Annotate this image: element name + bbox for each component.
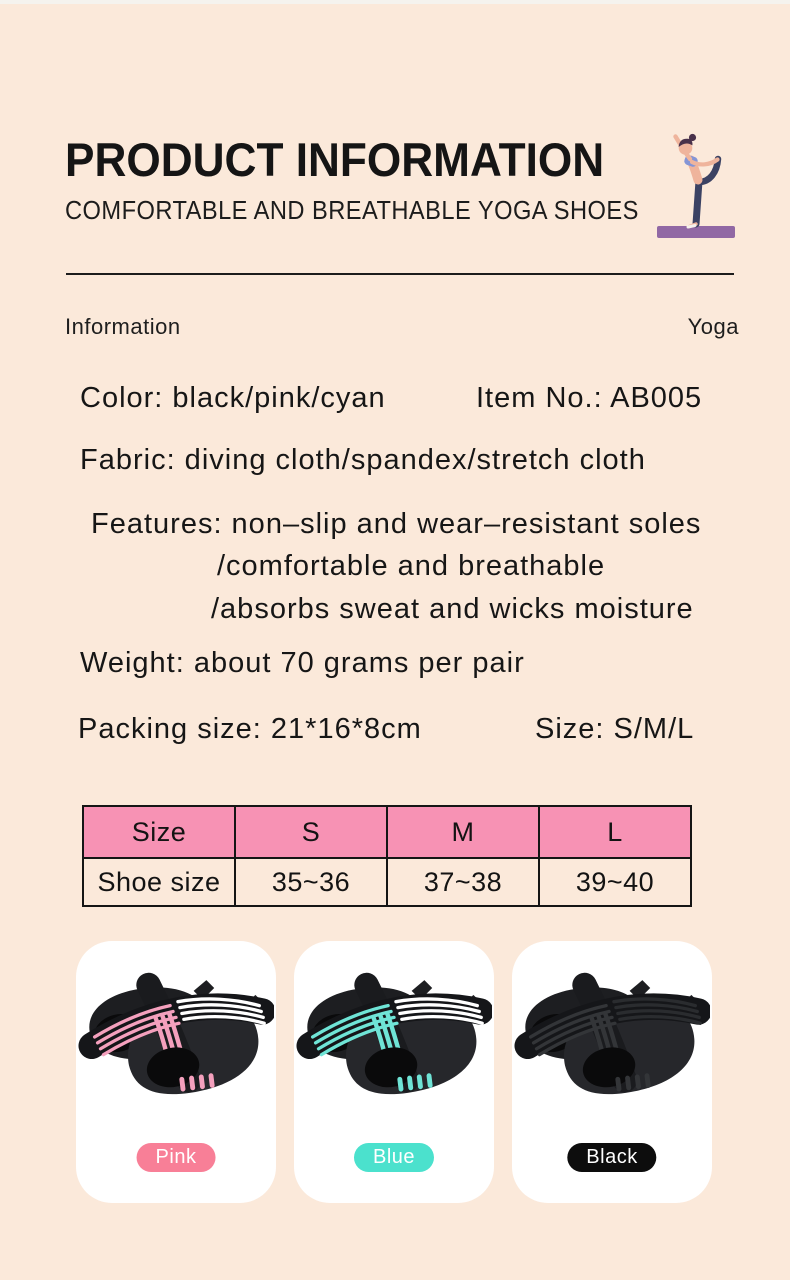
- shoe-illustration: [78, 961, 274, 1111]
- size-table-header-cell: L: [539, 806, 691, 858]
- yoga-shoe-image-pink: [78, 961, 274, 1111]
- yoga-shoe-image-blue: [296, 961, 492, 1111]
- detail-weight: Weight: about 70 grams per pair: [80, 647, 525, 679]
- meta-yoga-label: Yoga: [687, 314, 739, 339]
- page-subtitle: COMFORTABLE AND BREATHABLE YOGA SHOES: [65, 195, 639, 225]
- color-badge-black: Black: [567, 1143, 656, 1172]
- detail-color: Color: black/pink/cyan: [80, 382, 386, 414]
- detail-item-no: Item No.: AB005: [476, 382, 703, 414]
- shoe-illustration: [514, 961, 710, 1111]
- meta-information-label: Information: [65, 314, 181, 339]
- detail-fabric: Fabric: diving cloth/spandex/stretch cloth: [80, 444, 646, 476]
- size-table-header-cell: M: [387, 806, 539, 858]
- size-table-cell: 35~36: [235, 858, 387, 906]
- size-table-header-row: [83, 806, 691, 858]
- yoga-pose-icon: [640, 124, 740, 246]
- shoe-illustration: [296, 961, 492, 1111]
- detail-features-1: Features: non–slip and wear–resistant soles: [91, 508, 702, 540]
- size-table-cell: 39~40: [539, 858, 691, 906]
- color-badge-blue: Blue: [354, 1143, 434, 1172]
- yoga-shoe-image-black: [514, 961, 710, 1111]
- detail-packing: Packing size: 21*16*8cm: [78, 713, 422, 745]
- header-divider: [66, 273, 734, 275]
- product-card-pink: [76, 941, 276, 1203]
- color-badge-pink: Pink: [137, 1143, 216, 1172]
- size-table-cell: 37~38: [387, 858, 539, 906]
- page-title: PRODUCT INFORMATION: [65, 133, 605, 186]
- product-card-black: [512, 941, 712, 1203]
- size-table-data-row: [83, 858, 691, 906]
- detail-features-3: /absorbs sweat and wicks moisture: [211, 593, 694, 625]
- detail-features-2: /comfortable and breathable: [217, 550, 606, 582]
- size-table-header-cell: Size: [83, 806, 235, 858]
- top-edge-strip: [0, 0, 790, 4]
- product-card-blue: [294, 941, 494, 1203]
- size-table-cell: Shoe size: [83, 858, 235, 906]
- yoga-mat-shape: [657, 226, 735, 238]
- size-table: [82, 805, 692, 907]
- size-table-header-cell: S: [235, 806, 387, 858]
- detail-size: Size: S/M/L: [535, 713, 695, 745]
